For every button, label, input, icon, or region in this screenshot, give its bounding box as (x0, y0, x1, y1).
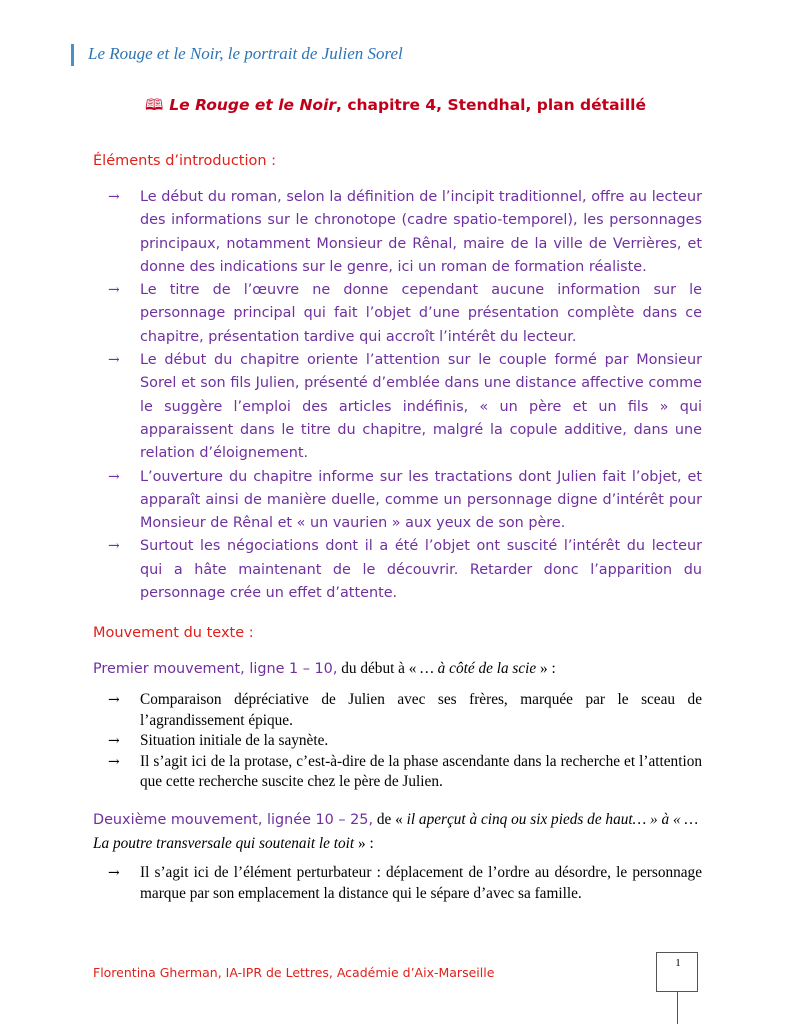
document-title (0, 93, 791, 120)
arrow-icon: → (108, 538, 120, 555)
arrow-icon: → (108, 282, 120, 299)
list-item-text: Comparaison dépréciative de Julien avec ses frères, marquée par le sceau de l’agrandissement épique. (140, 691, 702, 729)
second-movement-range-end: » : (354, 835, 374, 852)
title-rest: , chapitre 4, Stendhal, plan détaillé (336, 96, 646, 114)
list-item (108, 279, 702, 349)
list-item-text: Surtout les négociations dont il a été l’objet ont suscité l’intérêt du lecteur qui a hâte maintenant de le découvrir. Retarder donc l’apparition du personnage crée un effet d’attente. (140, 538, 702, 602)
list-item-text: Le début du roman, selon la définition de l’incipit traditionnel, offre au lecteur des informations sur le chronotope (cadre spatio-temporel), les personnages principaux, notamment Monsieur de Rênal, maire de la ville de Verrières, et donne des indications sur le genre, ici un roman de formation réaliste. (140, 189, 702, 275)
second-movement-range-start: de « (373, 811, 407, 828)
list-item-text: Il s’agit ici de la protase, c’est-à-dire de la phase ascendante dans la recherche et l’attention que cette recherche suscite chez le père de Julien. (140, 752, 702, 790)
first-movement-list (108, 690, 702, 793)
first-movement-quote: … à côté de la scie (420, 660, 537, 677)
list-item (108, 349, 702, 465)
intro-list (108, 186, 702, 605)
arrow-icon: → (108, 865, 120, 881)
first-movement-range-end: » : (536, 660, 556, 677)
page-number: 1 (675, 957, 681, 969)
list-item-text: Il s’agit ici de l’élément perturbateur : déplacement de l’ordre au désordre, le personnage marque par son emplacement la distance qui le sépare d’avec sa famille. (140, 864, 702, 902)
list-item-text: Le titre de l’œuvre ne donne cependant aucune information sur le personnage principal qui fait l’objet d’une présentation complète dans ce chapitre, présentation tardive qui accroît l’intérêt du lecteur. (140, 282, 702, 345)
first-movement-range-start: du début à « (337, 660, 421, 677)
list-item-text: Le début du chapitre oriente l’attention sur le couple formé par Monsieur Sorel et son fils Julien, présenté d’emblée dans une distance affective comme le suggère l’emploi des articles indéfinis, « un père et un fils » qui apparaissent dans le titre du chapitre, malgré la copule additive, dans une relation d’éloignement. (140, 352, 702, 462)
second-movement-heading (93, 808, 713, 856)
running-header: Le Rouge et le Noir, le portrait de Julien Sorel (88, 44, 403, 63)
list-item (108, 863, 702, 904)
arrow-icon: → (108, 468, 120, 485)
list-item (108, 466, 702, 536)
second-movement-quote-end: La poutre transversale qui soutenait le toit (93, 835, 355, 852)
list-item-text: L’ouverture du chapitre informe sur les tractations dont Julien fait l’objet, et apparaît ainsi de manière duelle, comme un personnage digne d’intérêt pour Monsieur de Rênal et « un vaurien » aux yeux de son père. (140, 468, 702, 532)
second-movement-quote-start: il aperçut à cinq ou six pieds de haut… » à « … (406, 811, 699, 828)
arrow-icon: → (108, 753, 120, 770)
footer-author: Florentina Gherman, IA-IPR de Lettres, Académie d’Aix-Marseille (93, 965, 495, 980)
header-accent-bar (71, 44, 74, 66)
arrow-icon: → (108, 692, 120, 708)
page-number-box (656, 952, 698, 992)
title-work-name: Le Rouge et le Noir (169, 96, 337, 114)
list-item (108, 752, 702, 793)
second-movement-label: Deuxième mouvement, lignée 10 – 25, (93, 812, 374, 828)
movement-heading: Mouvement du texte : (93, 625, 254, 641)
arrow-icon: → (108, 352, 120, 369)
list-item (108, 690, 702, 731)
arrow-icon: → (108, 733, 120, 749)
list-item (108, 535, 702, 605)
arrow-icon: → (108, 189, 120, 205)
list-item (108, 186, 702, 279)
list-item (108, 731, 702, 752)
list-item-text: Situation initiale de la saynète. (140, 732, 329, 749)
book-icon: 🕮 (145, 96, 164, 114)
first-movement-label: Premier mouvement, ligne 1 – 10, (93, 661, 338, 677)
page-number-line (677, 991, 678, 1024)
second-movement-list (108, 863, 702, 904)
first-movement-heading (93, 658, 713, 680)
intro-heading: Éléments d’introduction : (93, 153, 277, 169)
